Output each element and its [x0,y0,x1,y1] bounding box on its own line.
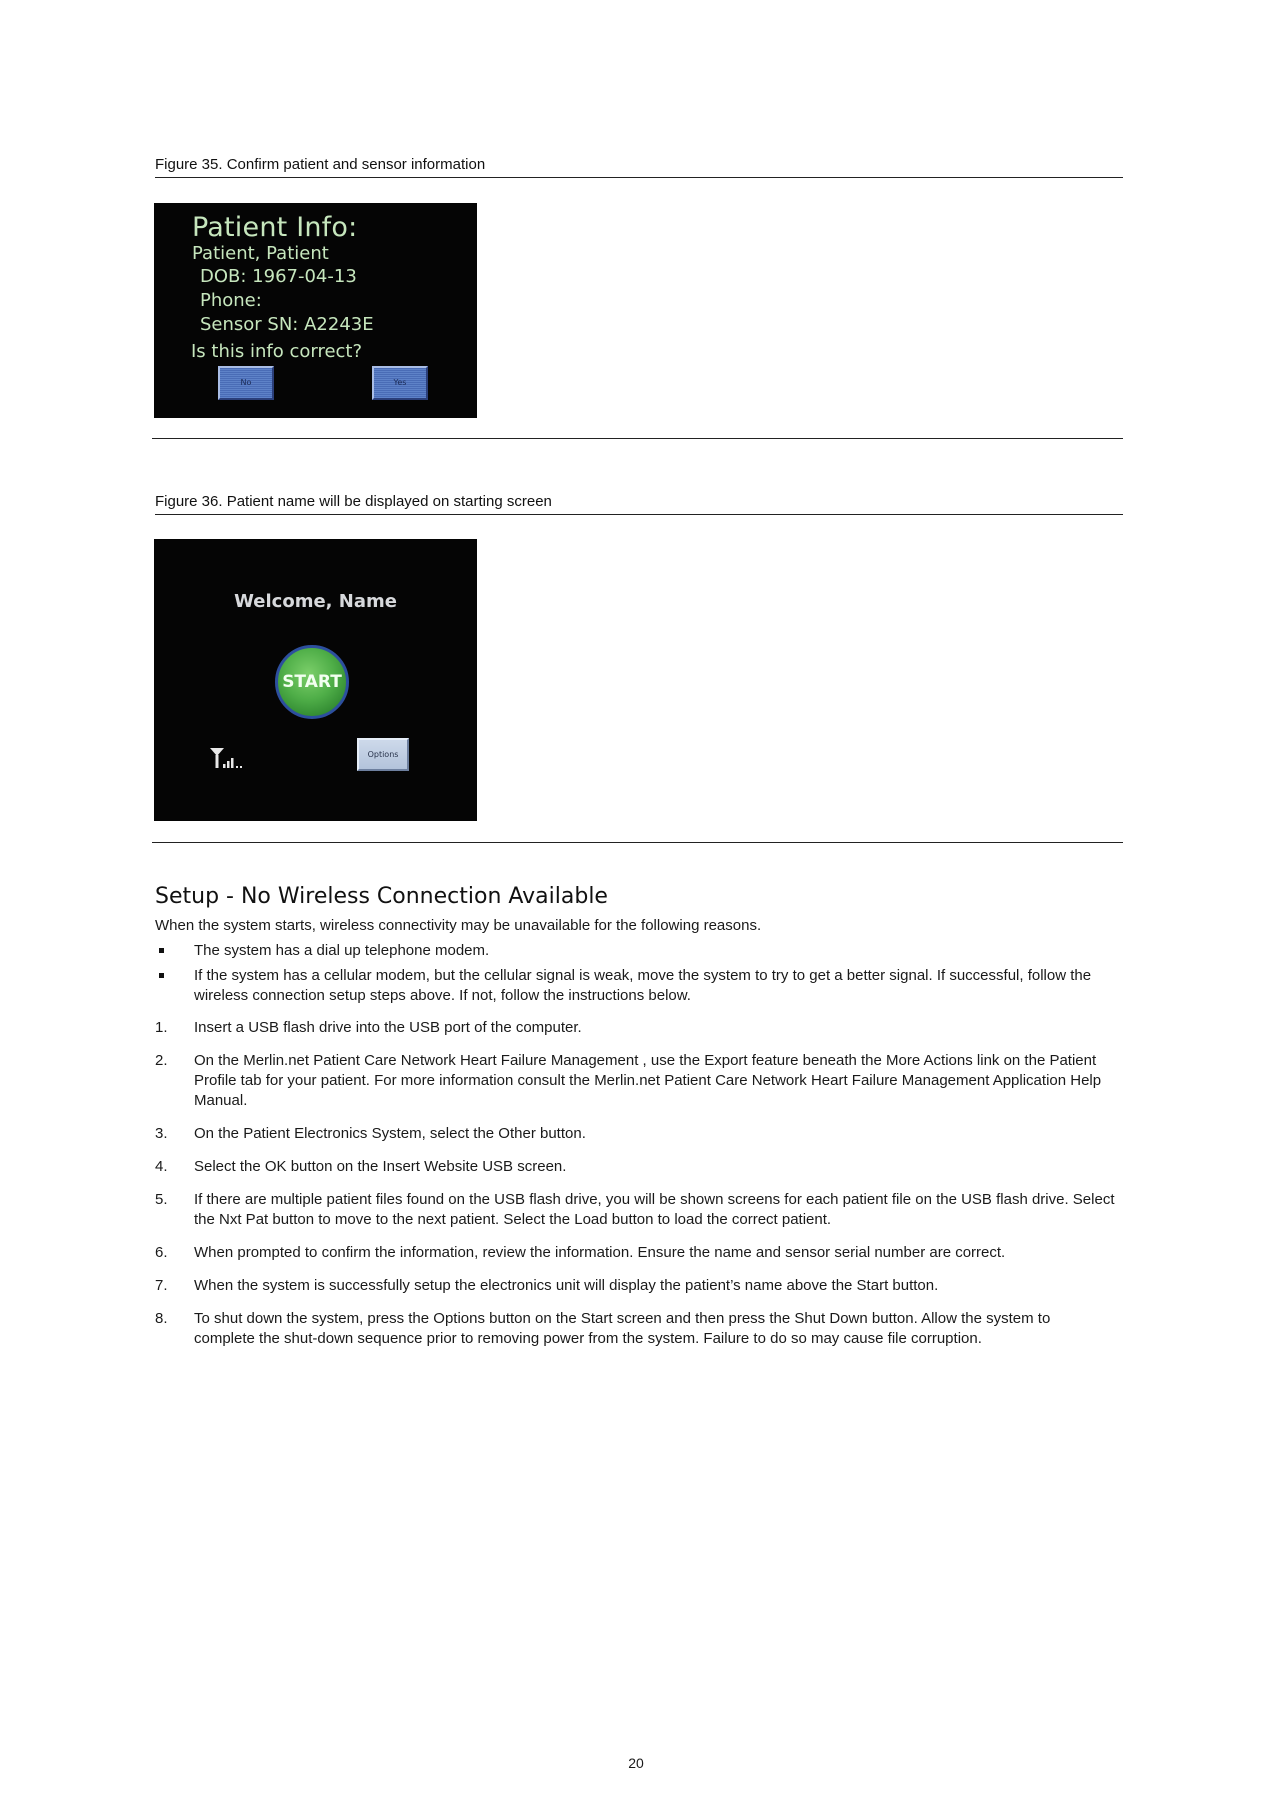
list-item [155,1157,1115,1177]
confirm-question: Is this info correct? [191,341,363,362]
step-text: When prompted to confirm the information, review the information. Ensure the name and sensor serial number are correct. [194,1244,1006,1261]
step-text: When the system is successfully setup the electronics unit will display the patient’s name above the Start button. [194,1277,939,1294]
start-screen [154,539,477,821]
step-number: 8. [155,1310,168,1327]
step-number: 2. [155,1052,168,1069]
list-item [155,1243,1115,1263]
list-item [155,1276,1115,1296]
step-text: Select the OK button on the Insert Website USB screen. [194,1158,567,1175]
step-number: 3. [155,1125,168,1142]
list-item [155,1190,1115,1230]
yes-button[interactable]: Yes [372,366,428,400]
list-item [155,1309,1115,1349]
list-item [155,966,1115,1006]
start-button[interactable]: START [275,645,349,719]
step-text: If there are multiple patient files found on the USB flash drive, you will be shown screens for each patient file on the USB flash drive. Select the Nxt Pat button to move to the next patient. Select the Load button to load the correct patient. [194,1191,1115,1228]
bullet-text: The system has a dial up telephone modem. [194,942,490,959]
bullet-text: If the system has a cellular modem, but the cellular signal is weak, move the system to try to get a better signal. If successful, follow the wireless connection setup steps above. If not, follow the instructions below. [194,967,1092,1004]
signal-strength-icon [209,746,251,770]
patient-info-title: Patient Info: [192,212,358,243]
sensor-serial-number: Sensor SN: A2243E [200,314,374,335]
step-number: 1. [155,1019,168,1036]
step-number: 7. [155,1277,168,1294]
figure-36-caption: Figure 36. Patient name will be displayed on starting screen [155,492,1123,515]
list-item [155,941,1115,961]
welcome-message: Welcome, Name [234,591,397,612]
figure-36-bottom-rule [152,842,1123,843]
patient-info-screen [154,203,477,418]
options-button[interactable]: Options [357,738,409,771]
figure-35-caption: Figure 35. Confirm patient and sensor information [155,155,1123,178]
no-button[interactable]: No [218,366,274,400]
step-text: To shut down the system, press the Options button on the Start screen and then press the Shut Down button. Allow the system to complete the shut-down sequence prior to removing power from the system. Failure to do so may cause file corruption. [194,1310,1051,1347]
step-number: 5. [155,1191,168,1208]
step-number: 6. [155,1244,168,1261]
page-number: 20 [628,1755,644,1771]
reasons-list [155,941,1115,1006]
step-number: 4. [155,1158,168,1175]
patient-name: Patient, Patient [192,243,329,264]
figure-35-bottom-rule [152,438,1123,439]
step-text: On the Merlin.net Patient Care Network Heart Failure Management , use the Export feature beneath the More Actions link on the Patient Profile tab for your patient. For more information consult the Merlin.net Patient Care Network Heart Failure Management Application Help Manual. [194,1052,1102,1109]
step-text: On the Patient Electronics System, select the Other button. [194,1125,586,1142]
steps-list [155,1018,1115,1349]
step-text: Insert a USB flash drive into the USB port of the computer. [194,1019,582,1036]
patient-phone: Phone: [200,290,262,311]
section-heading: Setup - No Wireless Connection Available [155,884,608,909]
patient-dob: DOB: 1967-04-13 [200,266,357,287]
list-item [155,1018,1115,1038]
list-item [155,1051,1115,1111]
list-item [155,1124,1115,1144]
section-intro: When the system starts, wireless connectivity may be unavailable for the following reasons. [155,917,762,934]
